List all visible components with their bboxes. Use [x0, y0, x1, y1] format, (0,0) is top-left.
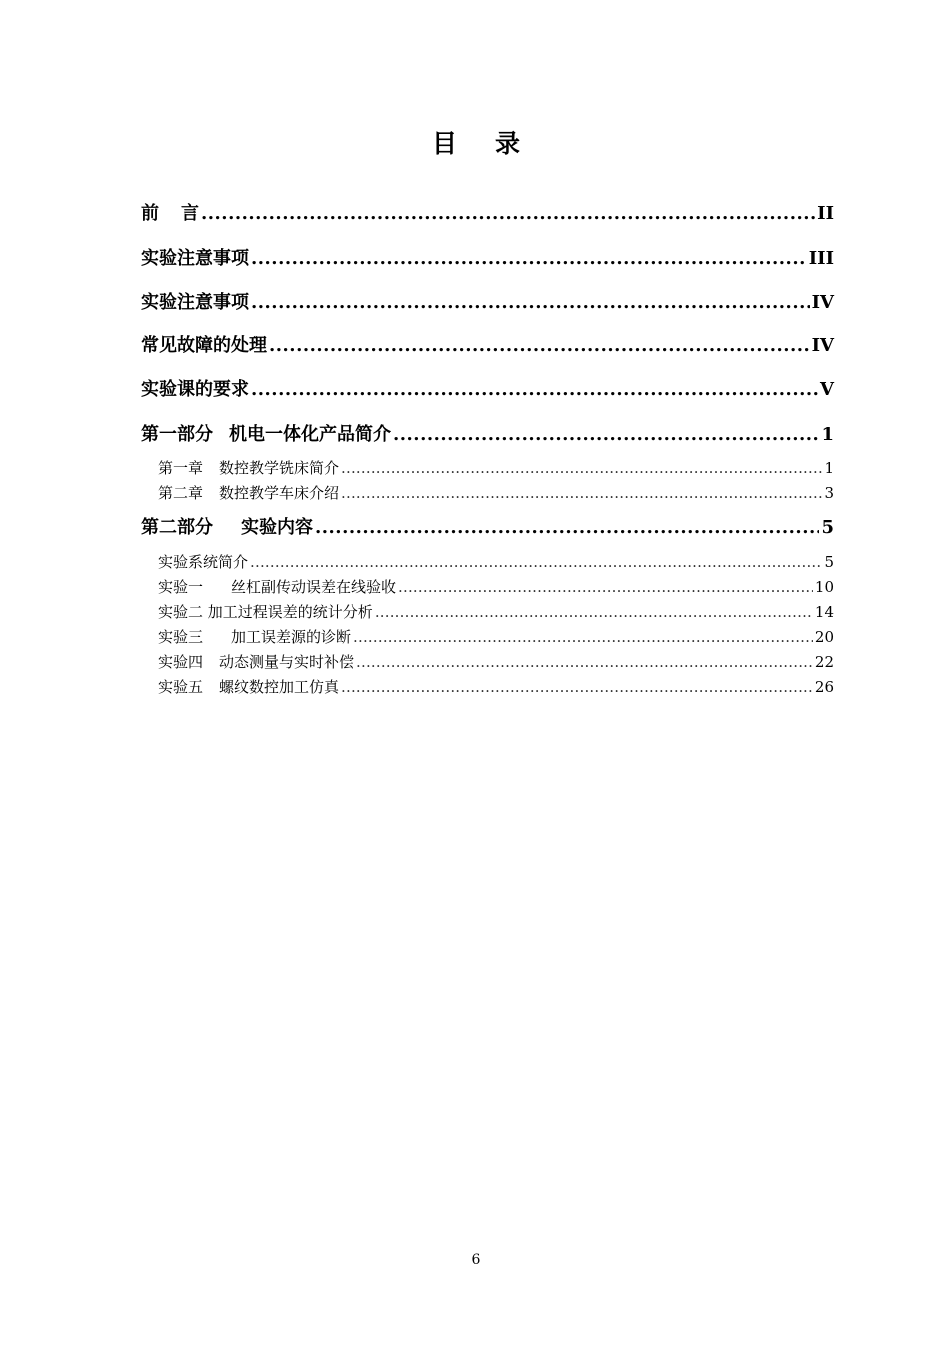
toc-entry-label: 实验一 丝杠副传动误差在线验收	[158, 578, 397, 596]
toc-entry-label: 常见故障的处理	[141, 335, 267, 356]
toc-entry-part-one[interactable]	[141, 420, 834, 446]
title-part2: 录	[495, 129, 521, 158]
toc-page-number: IV	[811, 335, 834, 356]
toc-page-number: 20	[814, 628, 834, 646]
toc-entry-experiment-1[interactable]	[158, 576, 834, 597]
toc-dot-leader	[315, 517, 819, 538]
toc-dot-leader	[251, 379, 818, 400]
toc-entry-requirements[interactable]	[141, 375, 834, 401]
toc-dot-leader	[353, 628, 813, 646]
toc-dot-leader	[398, 578, 813, 596]
toc-entry-label: 第二部分 实验内容	[141, 517, 313, 538]
toc-dot-leader	[201, 203, 815, 224]
page-title	[0, 124, 952, 160]
toc-page-number: II	[817, 203, 834, 224]
toc-page-number: III	[808, 248, 834, 269]
toc-dot-leader	[250, 553, 822, 571]
toc-entry-experiment-4[interactable]	[158, 651, 834, 672]
toc-entry-label: 实验系统简介	[158, 553, 249, 571]
toc-entry-label: 第一章 数控教学铣床简介	[158, 459, 340, 477]
toc-entry-label: 实验四 动态测量与实时补偿	[158, 653, 355, 671]
toc-entry-label: 实验注意事项	[141, 292, 249, 313]
toc-page-number: 1	[821, 424, 834, 445]
toc-page-number: 14	[814, 603, 834, 621]
toc-entry-system-intro[interactable]	[158, 551, 834, 572]
toc-dot-leader	[341, 459, 822, 477]
toc-entry-preface[interactable]	[141, 199, 834, 225]
toc-dot-leader	[341, 484, 822, 502]
toc-entry-label: 实验五 螺纹数控加工仿真	[158, 678, 340, 696]
toc-entry-experiment-3[interactable]	[158, 626, 834, 647]
toc-entry-label: 实验二 加工过程误差的统计分析	[158, 603, 373, 621]
toc-page-number: 3	[824, 484, 834, 502]
toc-entry-troubleshooting[interactable]	[141, 331, 834, 357]
toc-page-number: 5	[821, 517, 834, 538]
toc-entry-label: 前 言	[141, 203, 199, 224]
toc-entry-label: 第二章 数控教学车床介绍	[158, 484, 340, 502]
toc-entry-label: 实验注意事项	[141, 248, 249, 269]
title-part1: 目	[431, 129, 457, 158]
toc-dot-leader	[375, 603, 813, 621]
page-number-footer: 6	[471, 1252, 481, 1268]
toc-page-number: IV	[811, 292, 834, 313]
toc-page-number: 22	[814, 653, 834, 671]
toc-dot-leader	[341, 678, 813, 696]
toc-dot-leader	[251, 292, 810, 313]
toc-page-number: 5	[824, 553, 834, 571]
toc-page-number: 1	[824, 459, 834, 477]
toc-dot-leader	[269, 335, 810, 356]
toc-page-number: 10	[814, 578, 834, 596]
toc-entry-label: 第一部分 机电一体化产品简介	[141, 424, 391, 445]
toc-entry-experiment-5[interactable]	[158, 676, 834, 697]
toc-entry-chapter-two[interactable]	[158, 482, 834, 503]
toc-entry-part-two[interactable]	[141, 513, 834, 539]
toc-entry-label: 实验三 加工误差源的诊断	[158, 628, 352, 646]
toc-dot-leader	[251, 248, 807, 269]
toc-entry-chapter-one[interactable]	[158, 457, 834, 478]
toc-entry-precautions[interactable]	[141, 244, 834, 270]
toc-entry-precautions-2[interactable]	[141, 288, 834, 314]
toc-dot-leader	[356, 653, 813, 671]
toc-page-number: 26	[814, 678, 834, 696]
toc-page-number: V	[820, 379, 834, 400]
toc-entry-experiment-2[interactable]	[158, 601, 834, 622]
toc-dot-leader	[393, 424, 819, 445]
toc-entry-label: 实验课的要求	[141, 379, 249, 400]
